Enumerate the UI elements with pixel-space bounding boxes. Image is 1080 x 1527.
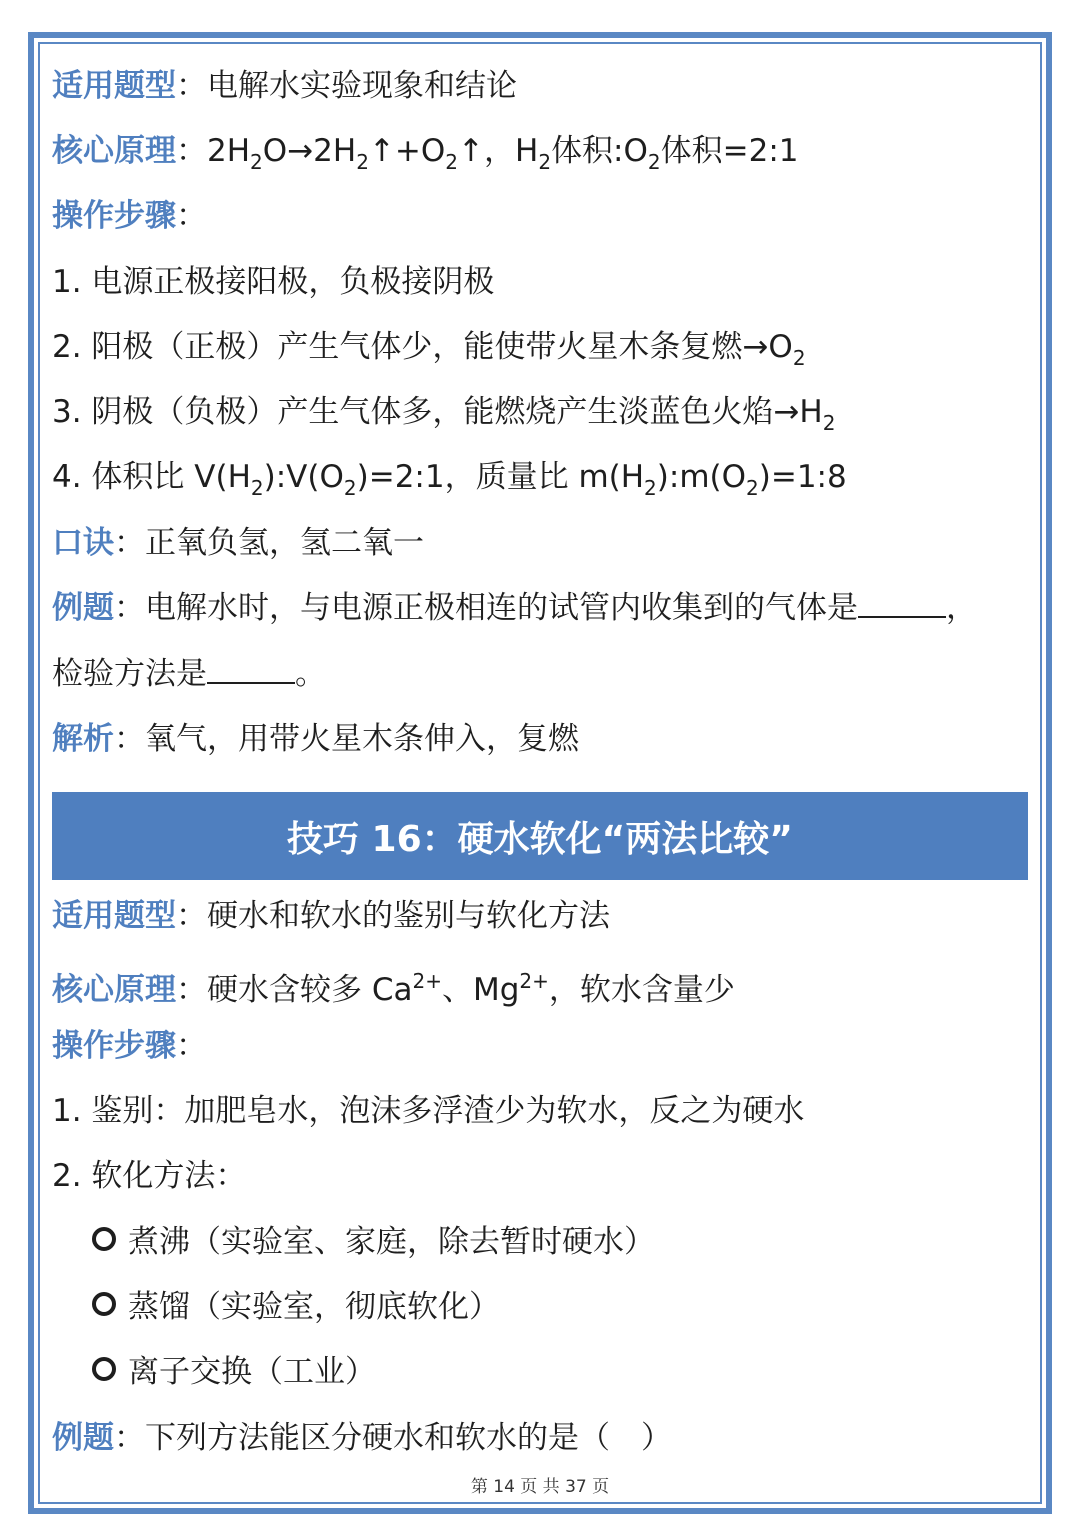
subscript: 2 (644, 476, 657, 500)
subscript: 2 (538, 150, 552, 174)
example-line-15 (52, 588, 977, 628)
subscript: 2 (250, 150, 263, 174)
principle-line-15 (52, 131, 799, 182)
circle-bullet-icon (92, 1227, 116, 1251)
subscript: 2 (792, 346, 806, 370)
method-item (92, 1222, 655, 1262)
subscript: 2 (250, 476, 264, 500)
step-text: 2. 阳极（正极）产生气体少，能使带火星木条复燃→O (52, 329, 793, 365)
example-line-15-cont (52, 654, 326, 694)
scope-text: ：硬水和软水的鉴别与软化方法 (176, 898, 610, 934)
scope-label: 适用题型 (52, 898, 176, 934)
scope-label: 适用题型 (52, 68, 176, 104)
step-text: ):m(O (656, 459, 747, 495)
principle-label: 核心原理 (52, 133, 176, 169)
subscript: 2 (445, 150, 459, 174)
principle-text: 体积=2:1 (660, 133, 799, 169)
steps-label: 操作步骤 (52, 1028, 176, 1064)
step-text: )=1:8 (758, 459, 847, 495)
circle-bullet-icon (92, 1357, 116, 1381)
principle-label: 核心原理 (52, 972, 176, 1008)
steps-heading-16 (52, 1026, 207, 1066)
principle-text: ，软水含量少 (548, 972, 735, 1008)
example-text: 检验方法是 (52, 656, 207, 692)
principle-line-16 (52, 961, 735, 1010)
step-3 (52, 392, 835, 443)
example-text: ， (946, 590, 977, 626)
subscript: 2 (647, 150, 661, 174)
step-text: 4. 体积比 V(H (52, 459, 251, 495)
steps-colon: ： (176, 1028, 207, 1064)
section-banner: 技巧 16：硬水软化“两法比较” (52, 792, 1028, 880)
example-text: ：电解水时，与电源正极相连的试管内收集到的气体是 (114, 590, 858, 626)
example-text: ：下列方法能区分硬水和软水的是（ ） (114, 1420, 672, 1456)
analysis-text: ：氧气，用带火星木条伸入，复燃 (114, 721, 579, 757)
principle-text: 、Mg (441, 972, 520, 1008)
answer-blank (858, 590, 946, 618)
example-label: 例题 (52, 1420, 114, 1456)
step-text: ):V(O (263, 459, 344, 495)
method-text: 煮沸（实验室、家庭，除去暂时硬水） (128, 1224, 655, 1260)
scope-line-16 (52, 896, 610, 936)
mnemonic-text: ：正氧负氢，氢二氧一 (114, 525, 424, 561)
mnemonic-line (52, 523, 424, 563)
example-line-16 (52, 1418, 672, 1458)
step-4 (52, 457, 847, 508)
superscript: 2+ (412, 969, 442, 993)
scope-text: ：电解水实验现象和结论 (176, 68, 517, 104)
subscript: 2 (343, 476, 357, 500)
superscript: 2+ (519, 969, 549, 993)
scope-line-15 (52, 66, 517, 106)
example-label: 例题 (52, 590, 114, 626)
answer-blank (207, 656, 295, 684)
example-text: 。 (295, 656, 326, 692)
subscript: 2 (822, 411, 836, 435)
step-2: 2. 软化方法： (52, 1158, 247, 1194)
principle-text: ：2H (176, 133, 251, 169)
steps-colon: ： (176, 198, 207, 234)
principle-text: ↑+O (368, 133, 446, 169)
step-text: 3. 阴极（负极）产生气体多，能燃烧产生淡蓝色火焰→H (52, 394, 823, 430)
method-text: 离子交换（工业） (128, 1354, 376, 1390)
principle-text: O→2H (262, 133, 357, 169)
principle-text: 体积:O (551, 133, 648, 169)
step-1: 1. 电源正极接阳极，负极接阴极 (52, 264, 495, 300)
circle-bullet-icon (92, 1292, 116, 1316)
principle-text: ↑，H (458, 133, 539, 169)
subscript: 2 (746, 476, 759, 500)
subscript: 2 (356, 150, 369, 174)
step-2 (52, 327, 806, 378)
step-1: 1. 鉴别：加肥皂水，泡沫多浮渣少为软水，反之为硬水 (52, 1093, 805, 1129)
method-text: 蒸馏（实验室，彻底软化） (128, 1289, 500, 1325)
steps-heading-15 (52, 196, 207, 236)
method-item (92, 1352, 376, 1392)
mnemonic-label: 口诀 (52, 525, 114, 561)
analysis-line (52, 719, 579, 759)
analysis-label: 解析 (52, 721, 114, 757)
steps-label: 操作步骤 (52, 198, 176, 234)
page-number: 第 14 页 共 37 页 (470, 1477, 610, 1497)
step-text: )=2:1，质量比 m(H (356, 459, 645, 495)
principle-text: ：硬水含较多 Ca (176, 972, 413, 1008)
method-item (92, 1287, 500, 1327)
